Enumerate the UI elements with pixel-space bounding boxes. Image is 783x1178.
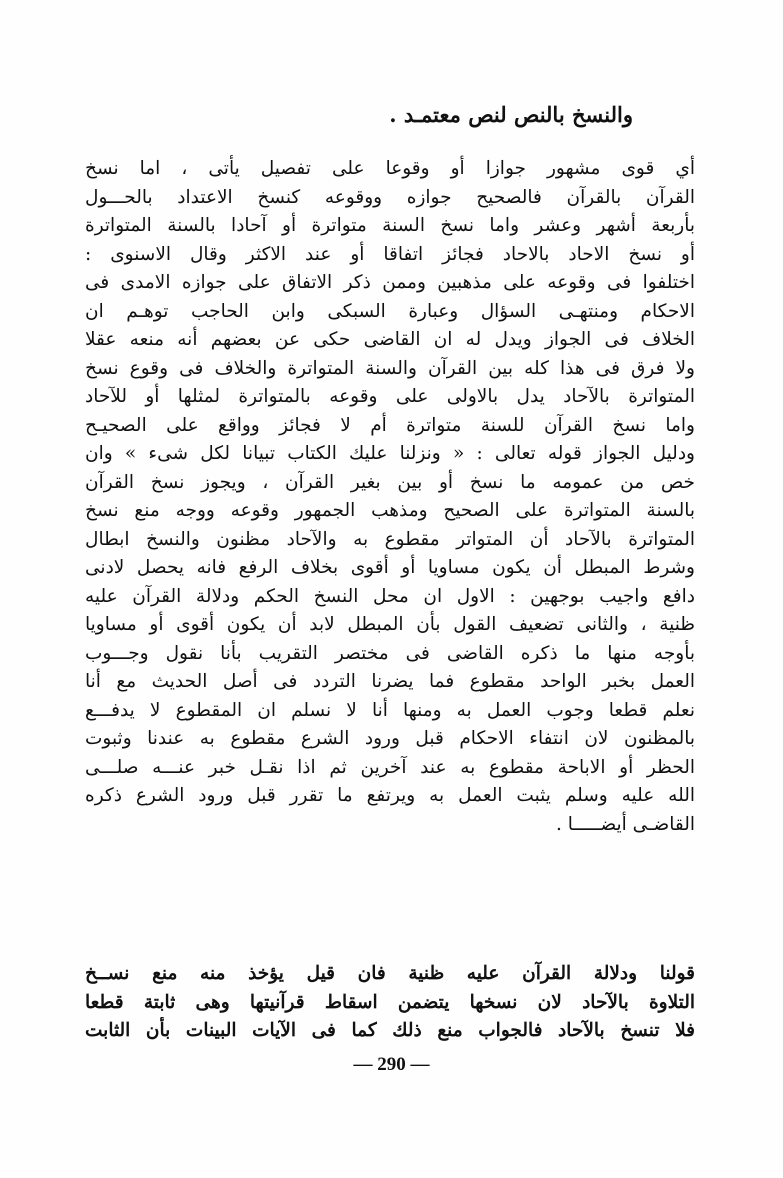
text-line: قولنا ودلالة القرآن عليه ظنية فان قيل يؤخذ منه منع نســخ <box>85 963 695 984</box>
text-line: العمل بخبر الواحد مقطوع فما يضرنا التردد فى أصل الحديث مع أنا <box>85 671 695 692</box>
text-line: فلا تنسخ بالآحاد فالجواب منع ذلك كما فى الآيات البينات بأن الثابت <box>85 1020 695 1041</box>
text-line: القاضـى أيضـــــا . <box>555 813 695 835</box>
text-line: واما نسخ القرآن للسنة متواترة أم لا فجائز وواقع على الصحيـح <box>85 414 695 436</box>
text-line: المتواترة بالآحاد يدل بالاولى على وقوعه بالمتواترة لمثلها أو للآحاد <box>85 386 695 407</box>
text-line: أي قوى مشهور جوازا أو وقوعا على تفصيل يأتى ، اما نسخ <box>85 158 695 179</box>
verse-line: والنسخ بالنص لنص معتمـد . <box>389 102 633 127</box>
text-line: ودليل الجواز قوله تعالى : « ونزلنا عليك الكتاب تبيانا لكل شىء » وان <box>85 443 695 464</box>
text-line: بالمظنون لان انتفاء الاحكام قبل ورود الشرع مقطوع به عندنا وثبوت <box>85 728 695 749</box>
text-line: بالسنة المتواترة على الصحيح ومذهب الجمهور وقوعه ووجه منع نسخ <box>85 500 695 521</box>
text-line: القرآن بالقرآن فالصحيح جوازه ووقوعه كنسخ الاعتداد بالحـــول <box>85 186 695 208</box>
text-line: التلاوة بالآحاد لان نسخها يتضمن اسقاط قرآنيتها وهى ثابتة قطعا <box>85 991 695 1013</box>
text-line: بأربعة أشهر وعشر واما نسخ السنة متواترة أو آحادا بالسنة المتواترة <box>85 215 695 236</box>
text-line: خص من عمومه ما نسخ أو بين بغير القرآن ، ويجوز نسخ القرآن <box>85 471 695 493</box>
page-number: — 290 — <box>353 1054 430 1075</box>
text-line: وشرط المبطل أن يكون مساويا أو أقوى بخلاف الرفع فانه يحصل لادنى <box>85 557 695 578</box>
text-line: الحظر أو الاباحة مقطوع به عند آخرين ثم اذا نقـل خبر عنـــه صلـــى <box>85 756 695 778</box>
text-line: بأوجه منها ما ذكره القاضى فى مختصر التقريب بأنا نقول وجـــوب <box>85 642 695 664</box>
text-line: الاحكام ومنتهـى السؤال وعبارة السبكى وابن الحاجب توهـم ان <box>85 300 695 322</box>
text-line: ظنية ، والثانى تضعيف القول بأن المبطل لابد أن يكون أقوى أو مساويا <box>85 614 695 635</box>
text-line: نعلم قطعا وجوب العمل به ومنها أنا لا نسلم ان المقطوع لا يدفـــع <box>85 699 695 721</box>
text-line: المتواترة بالآحاد أن المتواتر مقطوع به والآحاد مظنون والنسخ ابطال <box>85 528 695 550</box>
text-line: الله عليه وسلم يثبت العمل به ويرتفع ما تقرر قبل ورود الشرع ذكره <box>85 785 695 806</box>
text-line: اختلفوا فى وقوعه على مذهبين وممن ذكر الاتفاق على جوازه الامدى فى <box>85 272 695 293</box>
text-line: الخلاف فى الجواز ويدل له ان القاضى حكى عن بعضهم أنه منعه عقلا <box>85 329 695 350</box>
commentary-paragraph <box>85 155 695 839</box>
text-line: دافع واجيب بوجهين : الاول ان محل النسخ الحكم ودلالة القرآن عليه <box>85 585 695 607</box>
text-line: ولا فرق فى هذا كله بين القرآن والسنة المتواترة والخلاف فى وقوع نسخ <box>85 357 695 379</box>
commentary-paragraph-2 <box>85 960 695 1046</box>
text-line: أو نسخ الاحاد بالاحاد فجائز اتفاقا أو عند الاكثر وقال الاسنوى : <box>85 243 695 265</box>
